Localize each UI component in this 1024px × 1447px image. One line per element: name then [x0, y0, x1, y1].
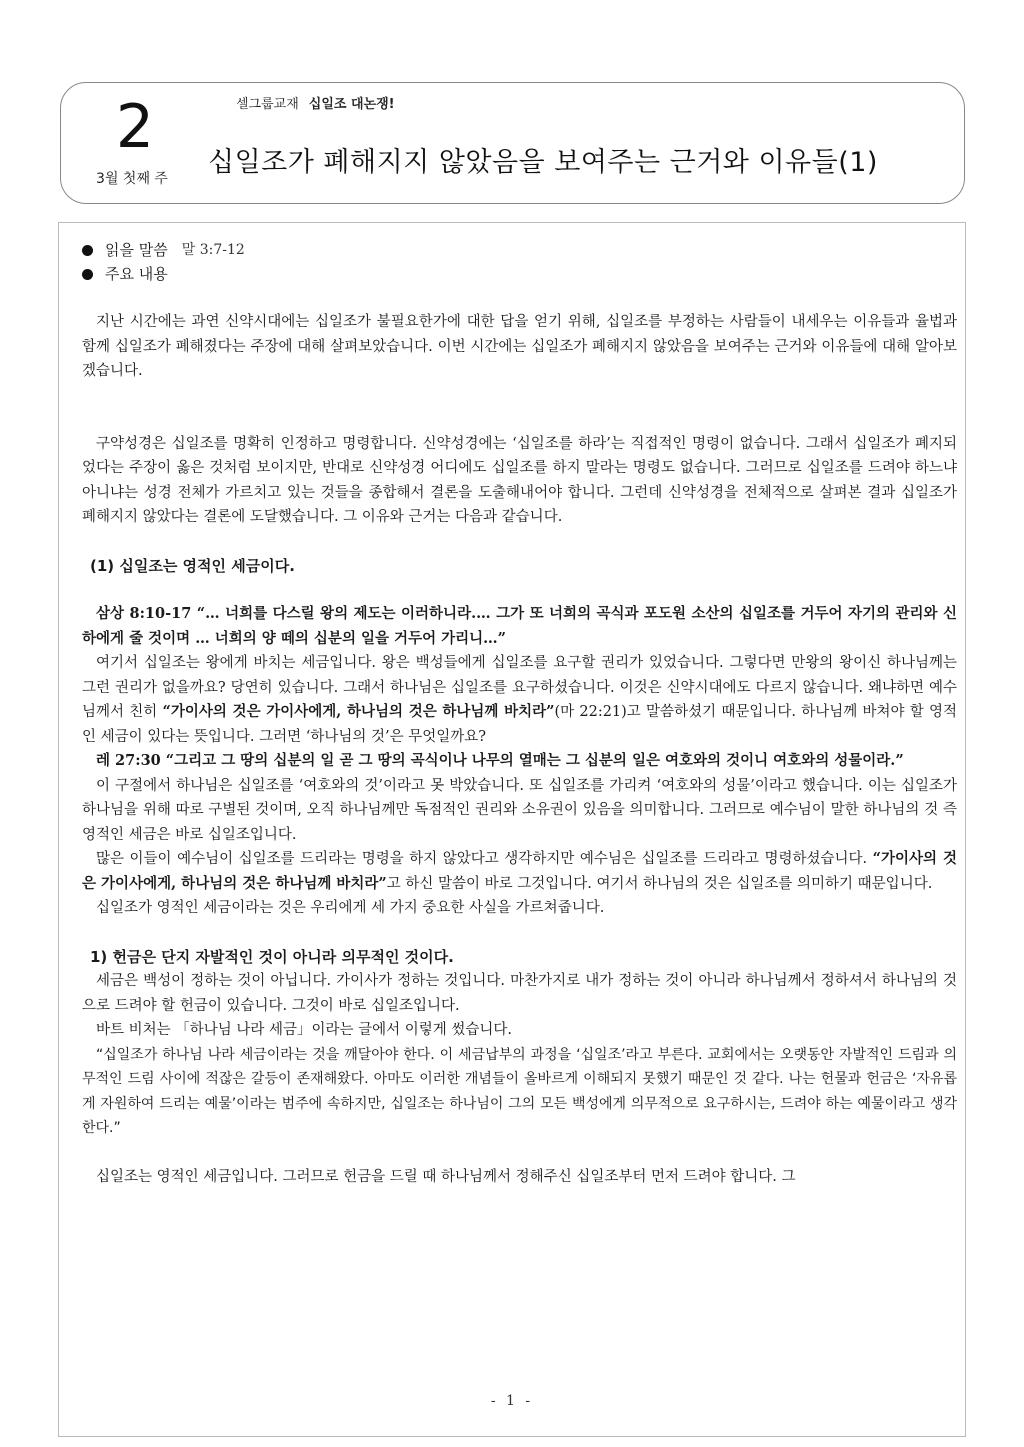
paragraph-context: 구약성경은 십일조를 명확히 인정하고 명령합니다. 신약성경에는 ‘십일조를 하라’는 직접적인 명령이 없습니다. 그래서 십일조가 폐지되었다는 주장이 옳은 것처럼 보이지만, 반대로 신약성경 어디에도 십일조를 하지 말라는 명령도 없습니다. 그러므로 십일조를 드려야 하느냐 아니냐는 성경 전체가 가르치고 있는 것들을 종합해서 결론을 도출해내어야 합니다. 그런데 신약성경을 전체적으로 살펴본 결과 십일조가 폐해지지 않았다는 결론에 도달했습니다. 그 이유와 근거는 다음과 같습니다.	[82, 435, 957, 525]
summary-label: 주요 내용	[105, 264, 168, 283]
lesson-content	[82, 238, 957, 1189]
text-run: 여기서 십일조는 왕에게 바치는 세금입니다. 왕은 백성들에게 십일조를 요구할 권리가 있었습니다. 그렇다면 만왕의 왕이신 하나님께는 그런 권리가 없을까요? 당연히 있습니다. 그래서 하나님은 십일조를 요구하셨습니다. 이것은 신약시대에도 다르지 않습니다. 왜냐하면 예수님께서 친히	[82, 655, 957, 720]
series-label	[236, 93, 395, 112]
text-run: (마 22:21)고 말씀하셨기 때문입니다. 하나님께 바쳐야 할 영적인 세금이 있다는 뜻입니다. 그러면 ‘하나님의 것’은 무엇일까요?	[82, 704, 957, 745]
paragraph-quote-beecher: “십일조가 하나님 나라 세금이라는 것을 깨달아야 한다. 이 세금납부의 과정을 ‘십일조’라고 부른다. 교회에서는 오랫동안 자발적인 드림과 의무적인 드림 사이에 적잖은 갈등이 존재해왔다. 아마도 이러한 개념들이 올바르게 이해되지 못했기 때문인 것 같다. 나는 헌물과 헌금은 ‘자유롭게 자원하여 드리는 예물’이라는 범주에 속하지만, 십일조는 하나님이 그의 모든 백성에게 의무적으로 요구하시는, 드려야 하는 예물이라고 생각한다.”	[82, 1046, 957, 1136]
paragraph-holy: 이 구절에서 하나님은 십일조를 ‘여호와의 것’이라고 못 박았습니다. 또 십일조를 가리켜 ‘여호와의 성물’이라고 했습니다. 이는 십일조가 하나님을 위해 따로 구별된 것이며, 오직 하나님께만 독점적인 권리와 소유권이 있음을 의미합니다. 그러므로 예수님이 말한 하나님의 것 즉 영적인 세금은 바로 십일조입니다.	[82, 777, 957, 843]
series-name: 십일조 대논쟁!	[308, 97, 395, 112]
lesson-number: 2	[115, 92, 155, 162]
emphasis-quote: “가이사의 것은 가이사에게, 하나님의 것은 하나님께 바치라”	[162, 703, 555, 720]
text-run: 고 하신 말씀이 바로 그것입니다. 여기서 하나님의 것은 십일조를 의미하기 때문입니다.	[386, 875, 933, 892]
section-heading-1: (1) 십일조는 영적인 세금이다.	[90, 556, 295, 575]
paragraph-intro: 지난 시간에는 과연 신약시대에는 십일조가 불필요한가에 대한 답을 얻기 위해, 십일조를 부정하는 사람들이 내세우는 이유들과 율법과 함께 십일조가 폐해졌다는 주장에 대해 살펴보았습니다. 이번 시간에는 십일조가 폐해지지 않았음을 보여주는 근거와 이유들에 대해 알아보겠습니다.	[82, 314, 957, 379]
text-run: 많은 이들이 예수님이 십일조를 드리라는 명령을 하지 않았다고 생각하지만 예수님은 십일조를 드리라고 명령하셨습니다.	[96, 851, 873, 867]
page-number: - 1 -	[490, 1393, 534, 1409]
paragraph-three-facts: 십일조가 영적인 세금이라는 것은 우리에게 세 가지 중요한 사실을 가르쳐줍니다.	[96, 900, 605, 916]
emphasis-quote: “가이사의 것은 가이사에게, 하나님의 것은 하나님께 바치라”	[82, 850, 957, 892]
series-type: 셀그룹교재	[236, 97, 299, 112]
bullet-dot-icon	[82, 245, 93, 256]
paragraph-conclusion: 십일조는 영적인 세금입니다. 그러므로 헌금을 드릴 때 하나님께서 정해주신 십일조부터 먼저 드려야 합니다. 그	[96, 1168, 796, 1185]
paragraph-citation: 바트 비처는 「하나님 나라 세금」이라는 글에서 이렇게 썼습니다.	[96, 1022, 513, 1038]
section-heading-2: 1) 헌금은 단지 자발적인 것이 아니라 의무적인 것이다.	[90, 947, 454, 966]
reading-bullet	[82, 238, 957, 262]
lesson-title: 십일조가 폐해지지 않았음을 보여주는 근거와 이유들(1)	[208, 147, 878, 178]
bullet-dot-icon	[82, 269, 93, 280]
paragraph-command	[82, 847, 957, 896]
week-label: 3월 첫째 주	[96, 171, 168, 187]
paragraph-obligation: 세금은 백성이 정하는 것이 아닙니다. 가이사가 정하는 것입니다. 마찬가지로 내가 정하는 것이 아니라 하나님께서 정하셔서 하나님의 것으로 드려야 할 헌금이 있습니다. 그것이 바로 십일조입니다.	[82, 973, 957, 1014]
reading-label: 읽을 말씀	[105, 240, 168, 259]
scripture-quote-2: 레 27:30 “그리고 그 땅의 십분의 일 곧 그 땅의 곡식이나 나무의 열매는 그 십분의 일은 여호와의 것이니 여호와의 성물이라.”	[96, 752, 904, 769]
scripture-quote-1: 삼상 8:10-17 “… 너희를 다스릴 왕의 제도는 이러하니라.… 그가 또 너희의 곡식과 포도원 소산의 십일조를 거두어 자기의 관리와 신하에게 줄 것이며 … 너희의 양 떼의 십분의 일을 거두어 가리니…”	[82, 605, 957, 647]
reading-ref: 말 3:7-12	[181, 241, 245, 258]
summary-bullet	[82, 262, 957, 286]
paragraph-tax	[82, 651, 957, 749]
